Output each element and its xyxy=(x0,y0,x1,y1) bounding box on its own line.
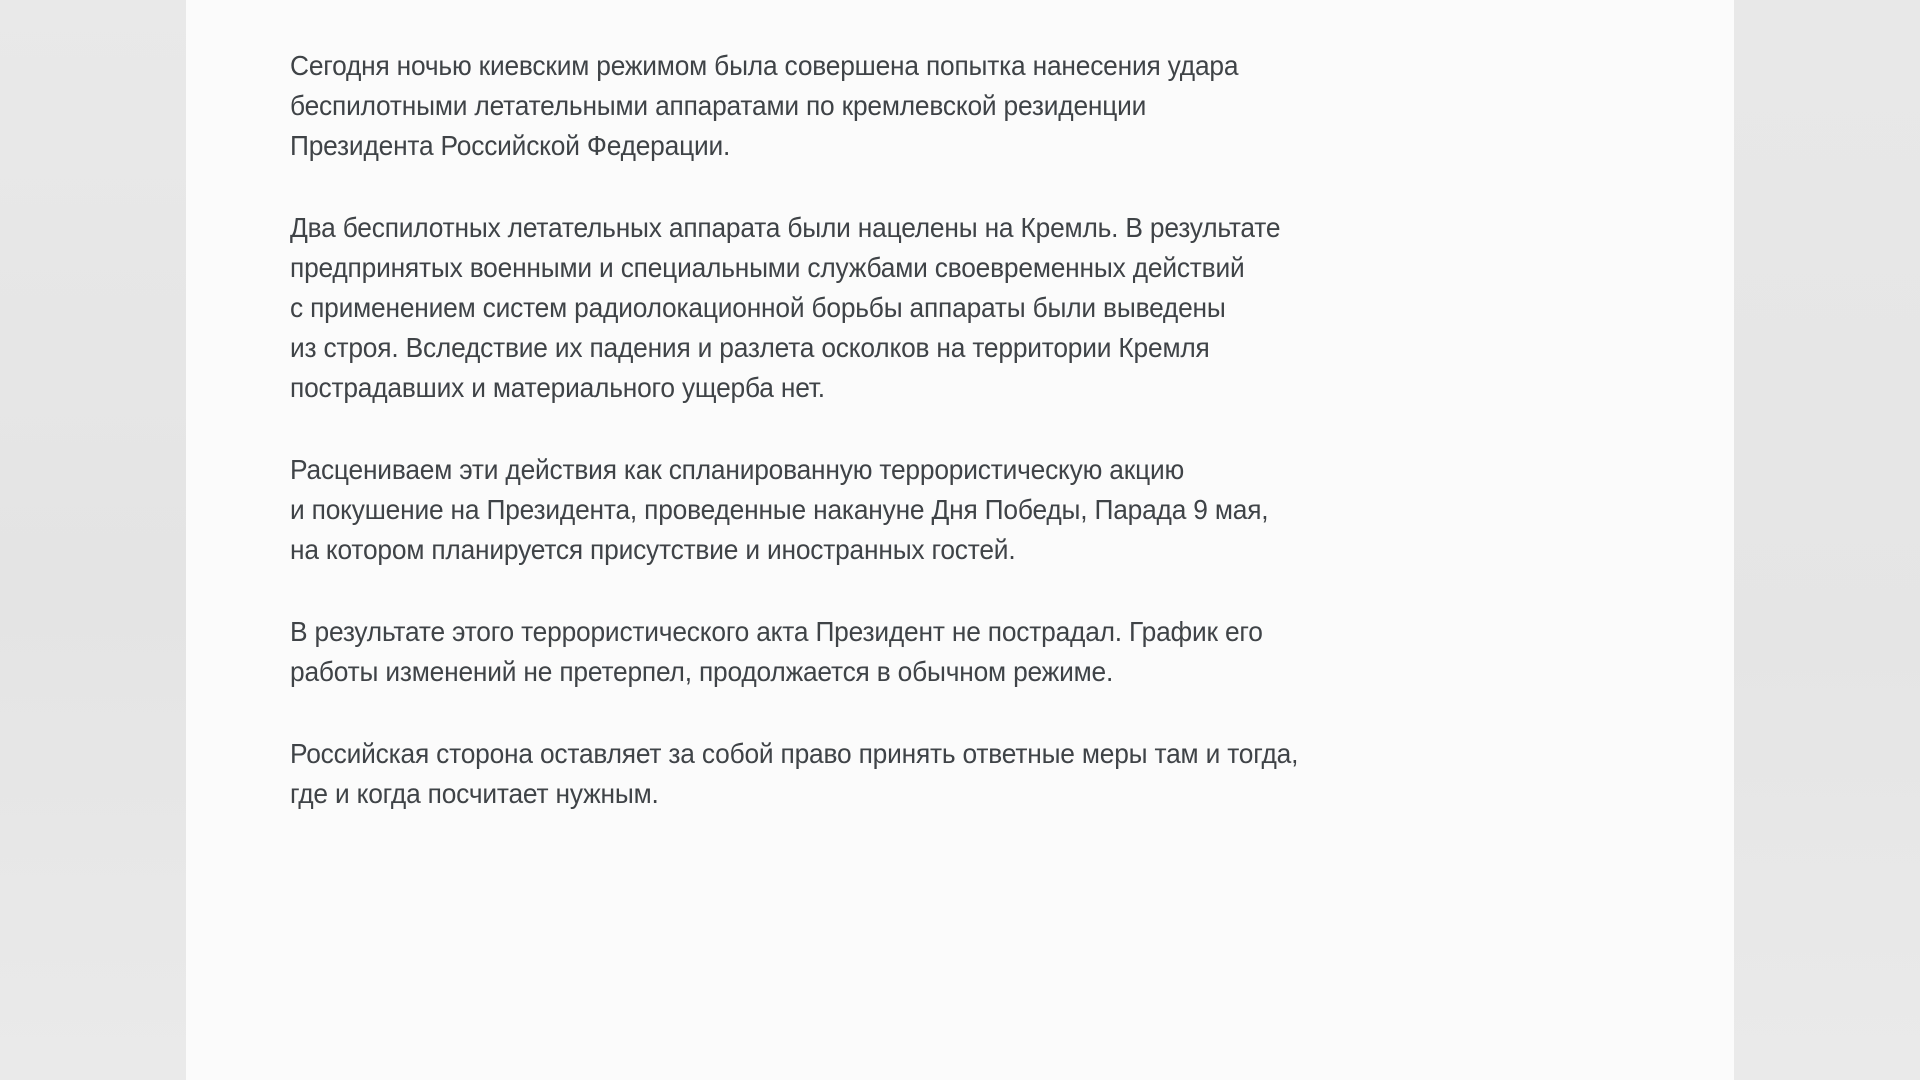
letterbox-right xyxy=(1734,0,1920,1080)
document-page xyxy=(186,0,1734,1080)
text-line: Расцениваем эти действия как спланированную террористическую акцию xyxy=(290,454,1185,485)
text-line: из строя. Вследствие их падения и разлета осколков на территории Кремля xyxy=(290,332,1210,363)
text-line: В результате этого террористического акта Президент не пострадал. График его xyxy=(290,616,1263,647)
paragraph-1 xyxy=(290,46,1305,166)
statement-text xyxy=(290,46,1305,856)
text-line: беспилотными летательными аппаратами по кремлевской резиденции xyxy=(290,90,1147,121)
paragraph-5 xyxy=(290,734,1305,814)
paragraph-2 xyxy=(290,208,1305,408)
text-line: Два беспилотных летательных аппарата были нацелены на Кремль. В результате xyxy=(290,212,1281,243)
text-line: пострадавших и материального ущерба нет. xyxy=(290,372,825,403)
text-line: Российская сторона оставляет за собой право принять ответные меры там и тогда, xyxy=(290,738,1299,769)
paragraph-3 xyxy=(290,450,1305,570)
text-line: и покушение на Президента, проведенные накануне Дня Победы, Парада 9 мая, xyxy=(290,494,1269,525)
text-line: с применением систем радиолокационной борьбы аппараты были выведены xyxy=(290,292,1226,323)
text-line: Президента Российской Федерации. xyxy=(290,130,731,161)
text-line: на котором планируется присутствие и иностранных гостей. xyxy=(290,534,1016,565)
text-line: где и когда посчитает нужным. xyxy=(290,778,659,809)
paragraph-4 xyxy=(290,612,1305,692)
letterbox-left xyxy=(0,0,186,1080)
text-line: предпринятых военными и специальными службами своевременных действий xyxy=(290,252,1245,283)
text-line: Сегодня ночью киевским режимом была совершена попытка нанесения удара xyxy=(290,50,1239,81)
text-line: работы изменений не претерпел, продолжается в обычном режиме. xyxy=(290,656,1114,687)
